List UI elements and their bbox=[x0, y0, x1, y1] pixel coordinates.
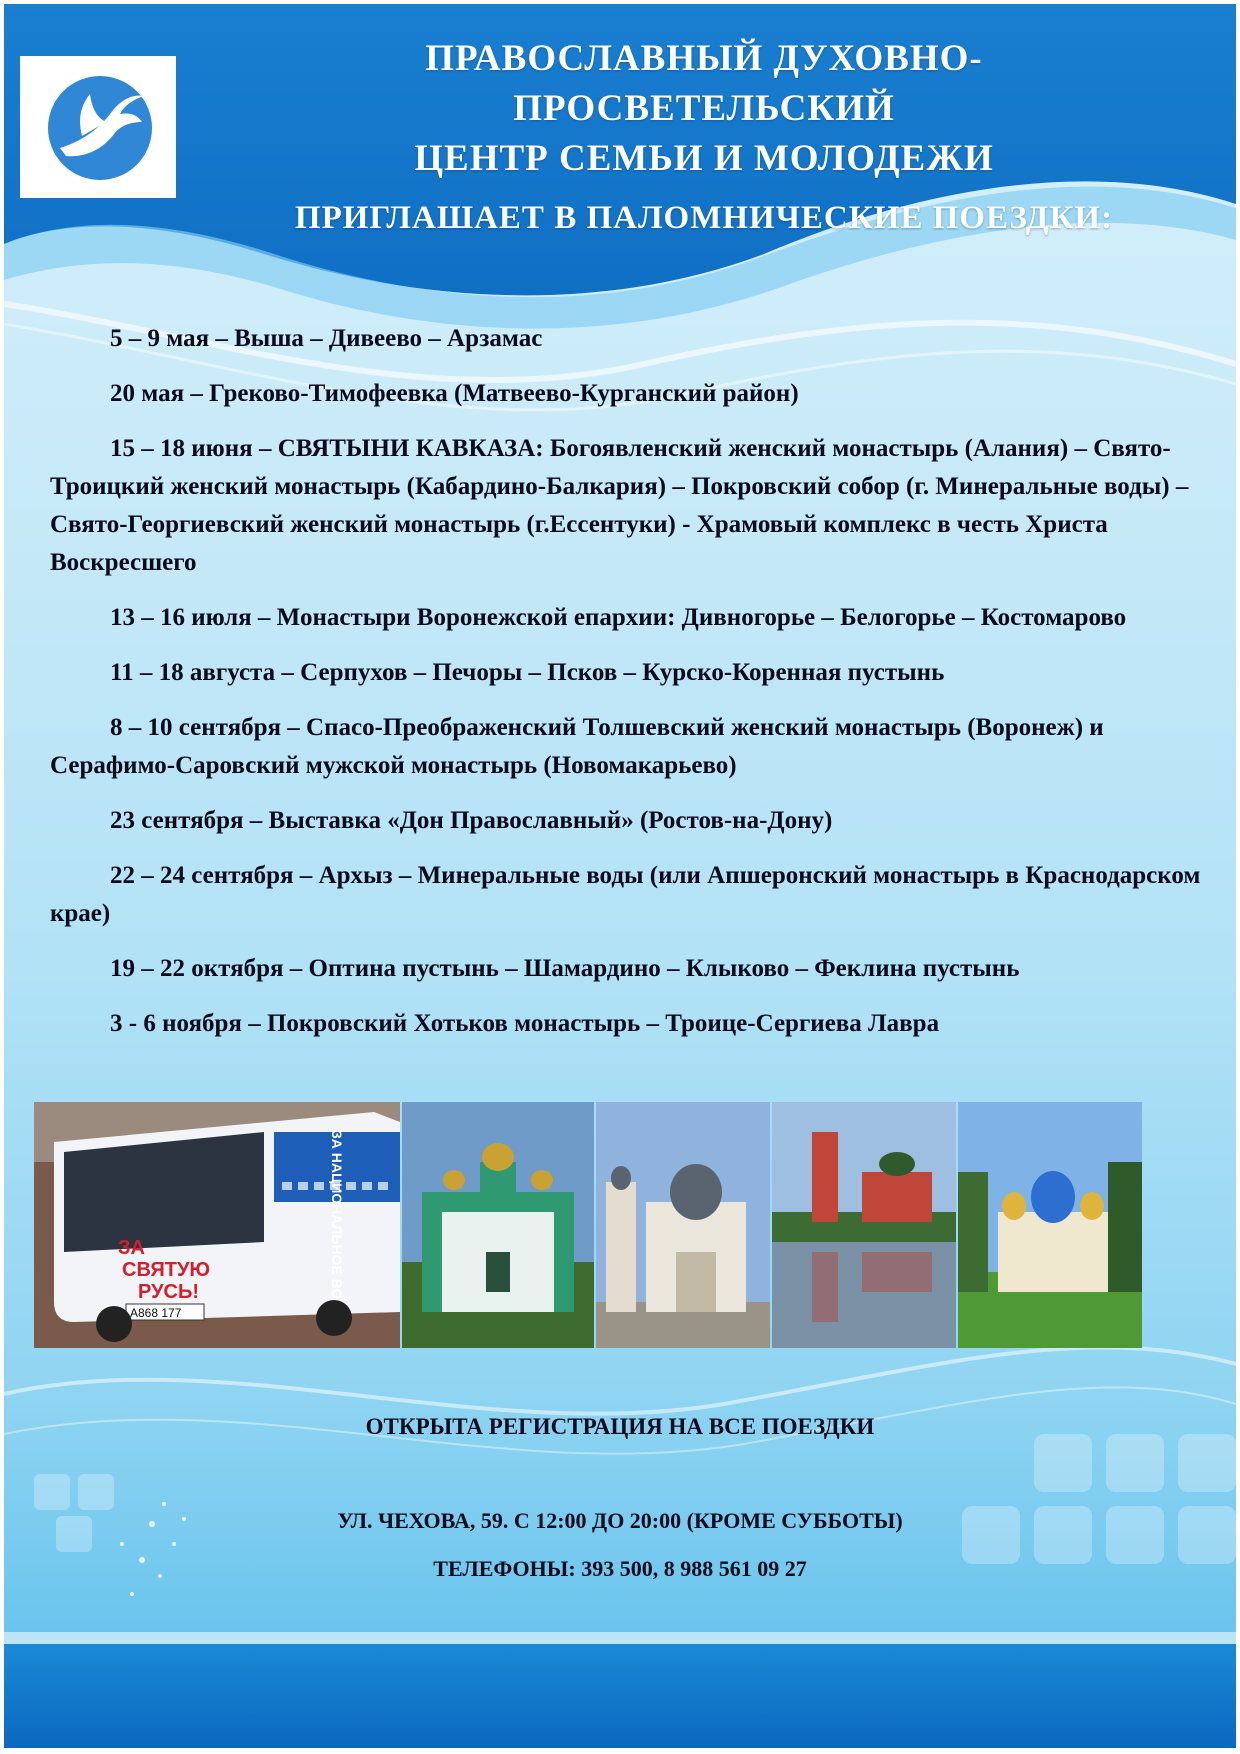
photo-strip bbox=[34, 1102, 1210, 1348]
cathedral-photo bbox=[596, 1102, 770, 1348]
trip-item: 8 – 10 сентября – Спасо-Преображенский Толшевский женский монастырь (Воронеж) и Серафимо-Саровский мужской монастырь (Новомакарьево) bbox=[50, 714, 1104, 779]
trip-item: 19 – 22 октября – Оптина пустынь – Шамардино – Клыково – Феклина пустынь bbox=[110, 955, 1020, 982]
registration-notice: ОТКРЫТА РЕГИСТРАЦИЯ НА ВСЕ ПОЕЗДКИ bbox=[365, 1414, 875, 1439]
address-hours: УЛ. ЧЕХОВА, 59. С 12:00 ДО 20:00 (КРОМЕ СУББОТЫ) bbox=[337, 1508, 903, 1533]
trip-item: 22 – 24 сентября – Архыз – Минеральные воды (или Апшеронский монастырь в Краснодарском крае) bbox=[50, 862, 1201, 927]
phone-numbers: ТЕЛЕФОНЫ: 393 500, 8 988 561 09 27 bbox=[433, 1556, 807, 1581]
bus-license-plate: А868 177 bbox=[130, 1306, 182, 1320]
bus-side-text: ЗА НАЦИОНАЛЬНОЕ ВО bbox=[329, 1130, 345, 1300]
bus-photo bbox=[34, 1102, 400, 1348]
domed-church-photo bbox=[958, 1102, 1142, 1348]
church-lake-photo bbox=[772, 1102, 956, 1348]
flyer bbox=[4, 4, 1236, 1748]
monastery-photo bbox=[402, 1102, 594, 1348]
header-subtitle: ПРИГЛАШАЕТ В ПАЛОМНИЧЕСКИЕ ПОЕЗДКИ: bbox=[294, 200, 1114, 236]
trip-item: 13 – 16 июля – Монастыри Воронежской епархии: Дивногорье – Белогорье – Костомарово bbox=[110, 604, 1127, 631]
header bbox=[244, 34, 1164, 238]
trips-list bbox=[50, 320, 1210, 1060]
bus-slogan-line3: РУСЬ! bbox=[138, 1281, 199, 1303]
dove-icon bbox=[20, 56, 176, 198]
trip-item: 3 - 6 ноября – Покровский Хотьков монастырь – Троице-Сергиева Лавра bbox=[110, 1010, 940, 1037]
bus-slogan-line2: СВЯТУЮ bbox=[122, 1259, 211, 1281]
header-title-line1: ПРАВОСЛАВНЫЙ ДУХОВНО-ПРОСВЕТЕЛЬСКИЙ bbox=[425, 38, 983, 129]
bus-slogan-line1: ЗА bbox=[118, 1237, 145, 1259]
trip-item: 11 – 18 августа – Серпухов – Печоры – Псков – Курско-Коренная пустынь bbox=[110, 659, 945, 686]
header-title-line2: ЦЕНТР СЕМЬИ И МОЛОДЕЖИ bbox=[414, 138, 994, 179]
trip-item: 20 мая – Греково-Тимофеевка (Матвеево-Курганский район) bbox=[110, 380, 799, 407]
trip-item: 23 сентября – Выставка «Дон Православный» (Ростов-на-Дону) bbox=[110, 807, 833, 834]
trip-item: 15 – 18 июня – СВЯТЫНИ КАВКАЗА: Богоявленский женский монастырь (Алания) – Свято-Троицкий женский монастырь (Кабардино-Балкария) – Покровский собор (г. Минеральные воды) – Свято-Георгиевский женский монастырь (г.Ессентуки) - Храмовый комплекс в честь Христа Воскресшего bbox=[50, 435, 1189, 576]
center-logo bbox=[20, 56, 176, 198]
trip-item: 5 – 9 мая – Выша – Дивеево – Арзамас bbox=[110, 325, 543, 352]
